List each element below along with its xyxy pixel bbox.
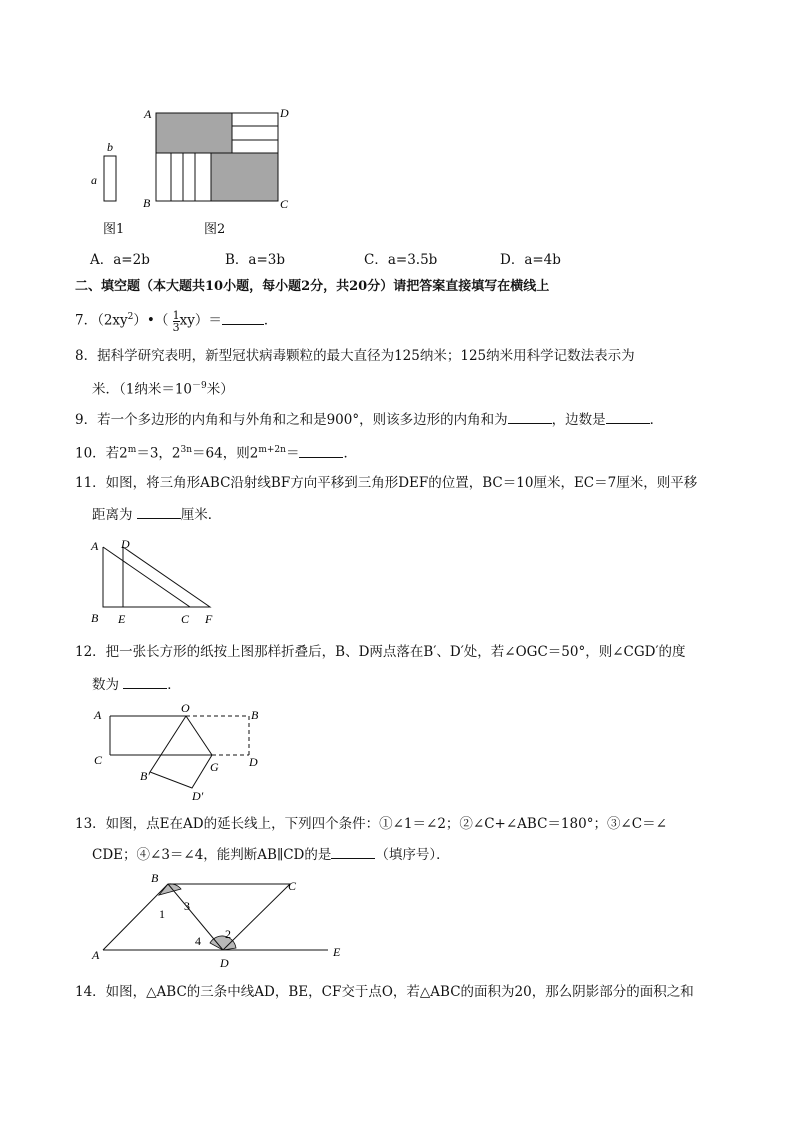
question-10: 10．若$2^m=3$，$2^{3n}=64$，则$2^{m+2n}=$ ． — [75, 440, 357, 464]
option-a: A．a=2b — [90, 252, 150, 268]
option-c: C．a=3.5b — [364, 252, 438, 268]
fig1-b: b — [107, 140, 113, 154]
question-8-line2: 米．（1纳米$=10^{-9}$米） — [92, 381, 234, 398]
figure-parallel — [88, 868, 358, 978]
answer-blank-7[interactable] — [222, 310, 264, 325]
answer-blank-13[interactable] — [331, 844, 375, 859]
question-13-line1: 13．如图，点E在AD的延长线上，下列四个条件：①∠1＝∠2；②∠C+∠ABC＝180°；③∠C＝∠ — [75, 816, 667, 832]
svg-text:E: E — [333, 945, 341, 959]
section-heading: 二、填空题（本大题共10小题，每小题2分，共20分）请把答案直接填写在横线上 — [75, 279, 550, 294]
svg-text:O: O — [181, 701, 190, 715]
question-12-line1: 12．把一张长方形的纸按上图那样折叠后，B、D两点落在B′、D′处，若∠OGC＝50°，则∠CGD′的度 — [75, 644, 686, 660]
svg-text:C: C — [280, 197, 289, 211]
svg-text:C: C — [181, 612, 190, 626]
svg-text:D: D — [280, 106, 289, 120]
svg-text:A: A — [144, 107, 152, 121]
svg-text:D: D — [249, 755, 258, 769]
option-b: B．a=3b — [225, 252, 286, 268]
figure-translation — [85, 535, 235, 630]
svg-text:4: 4 — [195, 934, 201, 948]
figure-folding — [88, 700, 268, 805]
svg-text:1: 1 — [159, 907, 165, 921]
answer-blank-10[interactable] — [299, 443, 343, 458]
question-14-line1: 14．如图，△ABC的三条中线AD，BE，CF交于点O，若△ABC的面积为20，那么阴影部分的面积之和 — [75, 984, 694, 1000]
svg-text:D: D — [220, 956, 229, 970]
svg-text:A: A — [91, 539, 99, 553]
fig2-shade-top — [156, 113, 232, 153]
fig1-a: a — [91, 173, 97, 187]
question-8-line1: 8．据科学研究表明，新型冠状病毒颗粒的最大直径为125纳米；125纳米用科学记数法表示为 — [75, 348, 635, 364]
svg-text:B: B — [251, 708, 259, 722]
question-9: 9．若一个多边形的内角和与外角和之和是900°，则该多边形的内角和为 ，边数是 ． — [75, 409, 663, 430]
svg-text:D: D — [121, 537, 130, 551]
question-11-line2: 距离为 厘米． — [92, 504, 221, 525]
answer-blank-11[interactable] — [137, 504, 181, 519]
svg-text:A: A — [92, 948, 100, 962]
svg-text:F: F — [205, 612, 213, 626]
svg-text:B′: B′ — [140, 769, 150, 783]
svg-text:B: B — [91, 611, 99, 625]
fig2-shade-bottom — [211, 153, 278, 201]
fig2-caption: 图2 — [204, 222, 226, 237]
answer-blank-9a[interactable] — [508, 409, 552, 424]
svg-text:B: B — [151, 871, 159, 885]
fig1-caption: 图1 — [103, 222, 125, 237]
svg-text:2: 2 — [225, 927, 231, 941]
svg-text:C: C — [94, 753, 103, 767]
svg-text:A: A — [94, 708, 102, 722]
option-d: D．a=4b — [500, 252, 561, 268]
question-13-line2: CDE；④∠3＝∠4，能判断AB∥CD的是 （填序号）． — [92, 844, 450, 865]
svg-text:3: 3 — [184, 899, 190, 913]
figure-rectangles — [80, 100, 310, 240]
question-7: 7．$(2xy^2)•$（ $\frac{1}{3}$ xy）＝ ． — [75, 308, 278, 334]
svg-text:B: B — [143, 196, 151, 210]
svg-text:D′: D′ — [192, 789, 204, 803]
svg-text:G: G — [210, 760, 219, 774]
question-11-line1: 11．如图，将三角形ABC沿射线BF方向平移到三角形DEF的位置，BC＝10厘米，EC＝7厘米，则平移 — [75, 475, 698, 491]
answer-blank-9b[interactable] — [606, 409, 650, 424]
question-12-line2: 数为 ． — [92, 674, 181, 695]
svg-text:C: C — [288, 879, 297, 893]
svg-text:E: E — [118, 612, 126, 626]
fig1-rect — [104, 156, 116, 201]
answer-blank-12[interactable] — [123, 674, 167, 689]
